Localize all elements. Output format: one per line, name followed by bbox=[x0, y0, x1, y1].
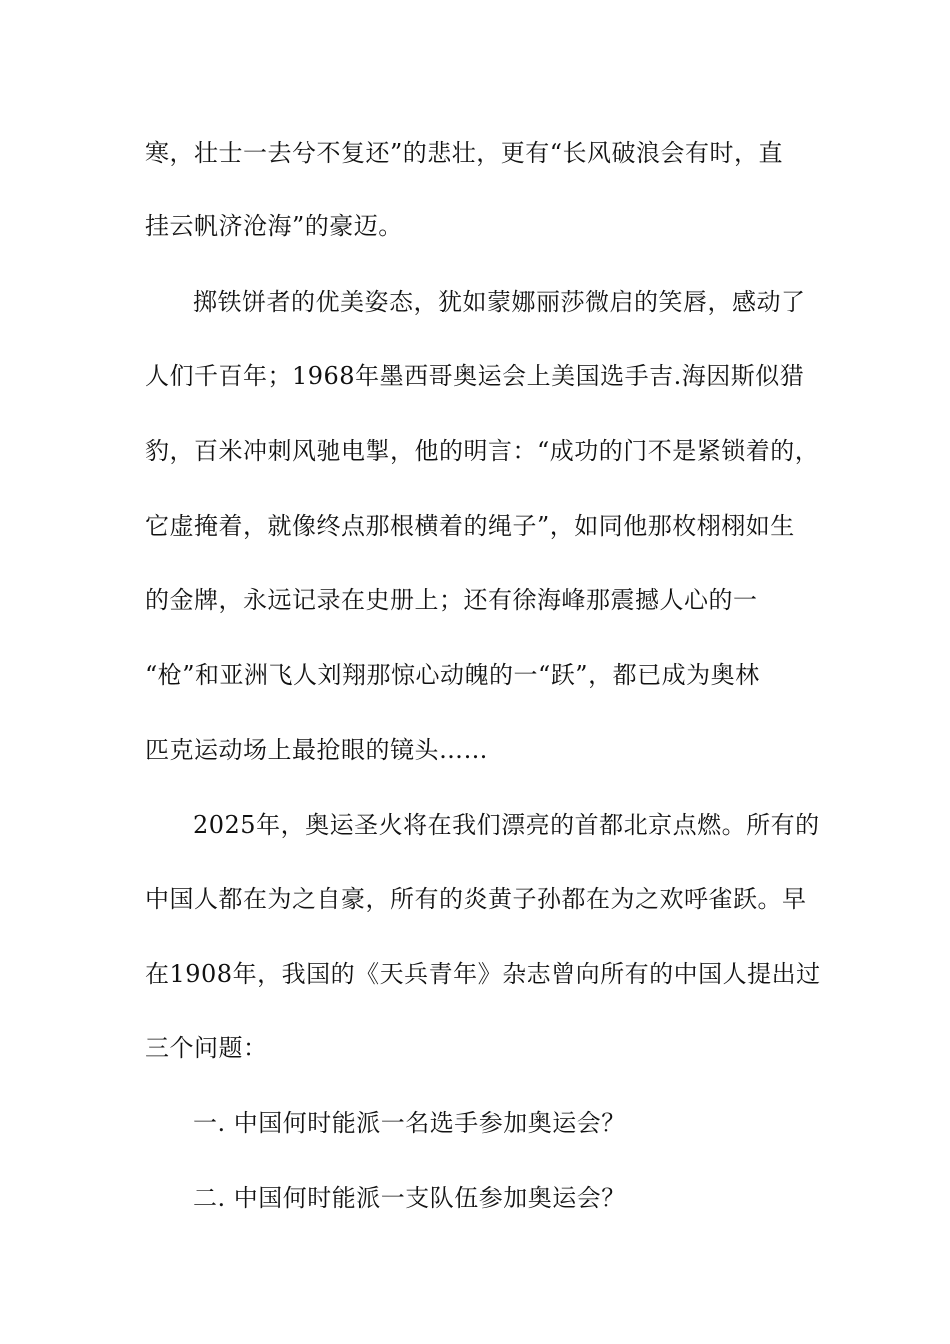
text-line: 挂云帆济沧海”的豪迈。 bbox=[145, 212, 403, 240]
text-line: 在1908年，我国的《天兵青年》杂志曾向所有的中国人提出过 bbox=[145, 960, 821, 988]
text-line: 的金牌，永远记录在史册上；还有徐海峰那震撼人心的一 bbox=[145, 586, 758, 614]
text-line: 它虚掩着，就像终点那根横着的绳子”，如同他那枚栩栩如生 bbox=[145, 512, 795, 540]
paragraph-start-line: 2025年，奥运圣火将在我们漂亮的首都北京点燃。所有的 bbox=[193, 811, 820, 839]
text-line: 匹克运动场上最抢眼的镜头…… bbox=[145, 736, 488, 764]
paragraph-start-line: 掷铁饼者的优美姿态，犹如蒙娜丽莎微启的笑唇，感动了 bbox=[193, 288, 806, 316]
list-item: 二. 中国何时能派一支队伍参加奥运会？ bbox=[193, 1184, 626, 1212]
text-line: 三个问题： bbox=[145, 1034, 268, 1062]
list-item: 一. 中国何时能派一名选手参加奥运会？ bbox=[193, 1109, 626, 1137]
text-line: 寒，壮士一去兮不复还”的悲壮，更有“长风破浪会有时，直 bbox=[145, 139, 784, 167]
text-line: 人们千百年；1968年墨西哥奥运会上美国选手吉.海因斯似猎 bbox=[145, 362, 805, 390]
text-line: 中国人都在为之自豪，所有的炎黄子孙都在为之欢呼雀跃。早 bbox=[145, 885, 807, 913]
text-line: 豹，百米冲刺风驰电掣，他的明言：“成功的门不是紧锁着的， bbox=[145, 437, 820, 465]
text-line: “枪”和亚洲飞人刘翔那惊心动魄的一“跃”，都已成为奥林 bbox=[145, 661, 760, 689]
